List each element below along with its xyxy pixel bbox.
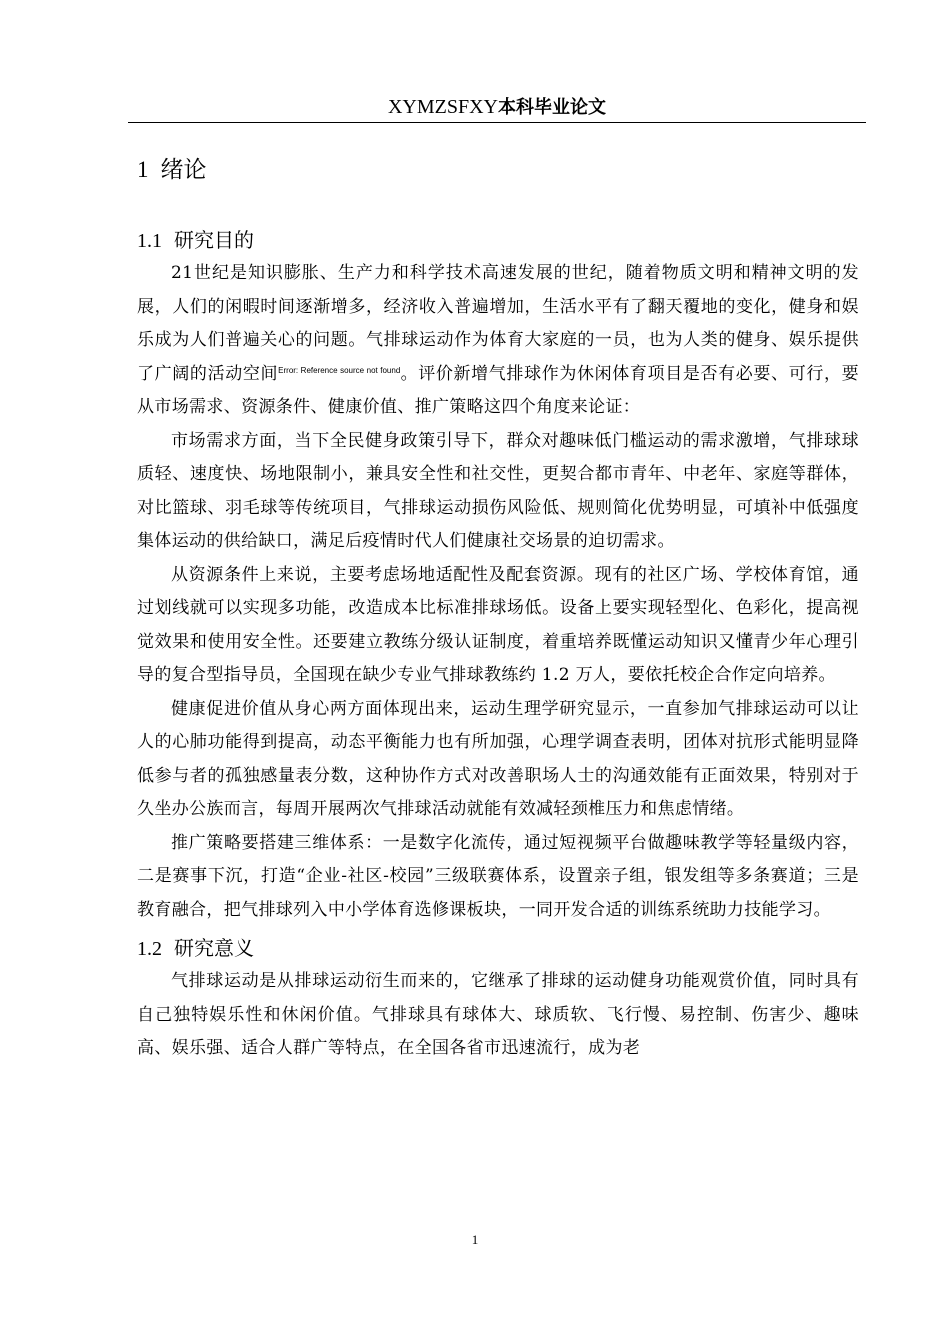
section-title: 研究目的	[174, 228, 254, 252]
paragraph-text: 21世纪是知识膨胀、生产力和科学技术高速发展的世纪，随着物质文明和精神文明的发展，人们的闲暇时间逐渐增多，经济收入普遍增加，生活水平有了翻天覆地的变化，健身和娱乐成为人们普遍关心的问题。气排球运动作为体育大家庭的一员，也为人类的健身、娱乐提供了广阔的活动空间	[137, 263, 859, 384]
reference-error-marker: Error: Reference source not found	[278, 365, 401, 375]
header-title-cn: 本科毕业论文	[498, 97, 607, 118]
paragraph	[137, 257, 859, 425]
chapter-number: 1	[137, 157, 149, 182]
paragraph: 市场需求方面，当下全民健身政策引导下，群众对趣味低门槛运动的需求激增，气排球球质轻、速度快、场地限制小，兼具安全性和社交性，更契合都市青年、中老年、家庭等群体，对比篮球、羽毛球等传统项目，气排球运动损伤风险低、规则简化优势明显，可填补中低强度集体运动的供给缺口，满足后疫情时代人们健康社交场景的迫切需求。	[137, 430, 859, 551]
section-title: 研究意义	[174, 936, 254, 960]
page-number: 1	[471, 1232, 479, 1247]
section-number: 1.1	[137, 230, 162, 252]
paragraph-text: 。评价新增气排球作为休闲体育项目是否有必要、可行，要从市场需求、资源条件、健康价值、推广策略这四个角度来论证：	[137, 363, 859, 417]
header-title-latin: XYMZSFXY	[387, 96, 499, 118]
section-heading-significance	[137, 931, 859, 965]
paragraph: 健康促进价值从身心两方面体现出来，运动生理学研究显示，一直参加气排球运动可以让人的心肺功能得到提高，动态平衡能力也有所加强，心理学调查表明，团体对抗形式能明显降低参与者的孤独感量表分数，这种协作方式对改善职场人士的沟通效能有正面效果，特别对于久坐办公族而言，每周开展两次气排球活动就能有效减轻颈椎压力和焦虑情绪。	[137, 698, 859, 819]
chapter-title: 绪论	[160, 157, 207, 183]
chapter-heading	[137, 150, 859, 190]
paragraph: 推广策略要搭建三维体系：一是数字化流传，通过短视频平台做趣味教学等轻量级内容，二是赛事下沉，打造“企业-社区-校园”三级联赛体系，设置亲子组，银发组等多条赛道；三是教育融合，把气排球列入中小学体育选修课板块，一同开发合适的训练系统助力技能学习。	[137, 832, 859, 920]
page-body	[137, 150, 859, 1066]
running-header	[128, 94, 866, 121]
paragraph: 气排球运动是从排球运动衍生而来的，它继承了排球的运动健身功能观赏价值，同时具有自己独特娱乐性和休闲价值。气排球具有球体大、球质软、飞行慢、易控制、伤害少、趣味高、娱乐强、适合人群广等特点，在全国各省市迅速流行，成为老	[137, 971, 859, 1058]
section-number: 1.2	[137, 938, 162, 960]
section-heading-purpose	[137, 223, 859, 257]
paragraph: 从资源条件上来说，主要考虑场地适配性及配套资源。现有的社区广场、学校体育馆，通过划线就可以实现多功能，改造成本比标准排球场低。设备上要实现轻型化、色彩化，提高视觉效果和使用安全性。还要建立教练分级认证制度，着重培养既懂运动知识又懂青少年心理引导的复合型指导员，全国现在缺少专业气排球教练约 1.2 万人，要依托校企合作定向培养。	[137, 564, 859, 685]
header-rule	[128, 122, 866, 123]
